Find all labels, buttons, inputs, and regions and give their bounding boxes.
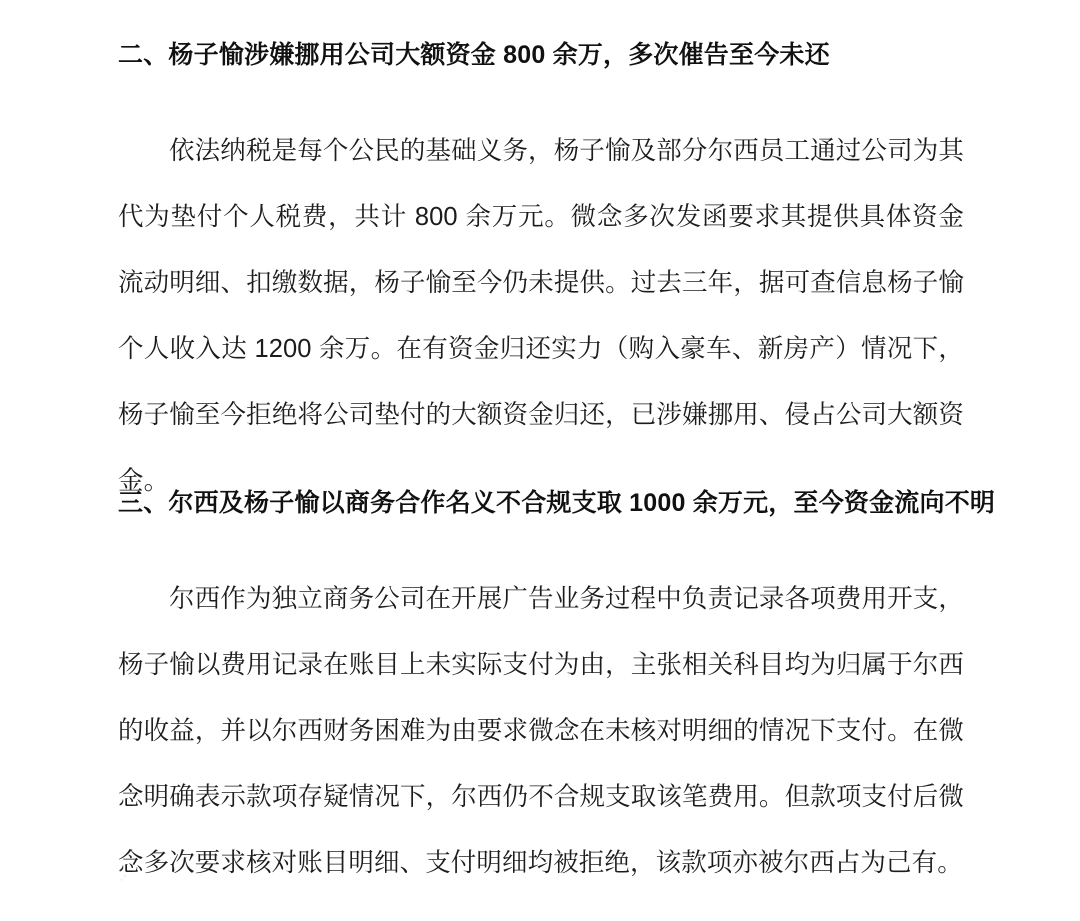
- section-three-body-block: [118, 540, 964, 921]
- section-three-paragraph: 尔西作为独立商务公司在开展广告业务过程中负责记录各项费用开支，杨子愉以费用记录在账目上未实际支付为由，主张相关科目均为归属于尔西的收益，并以尔西财务困难为由要求微念在未核对明细的情况下支付。在微念明确表示款项存疑情况下，尔西仍不合规支取该笔费用。但款项支付后微念多次要求核对账目明细、支付明细均被拒绝，该款项亦被尔西占为己有。: [118, 584, 964, 877]
- section-two-heading-block: [118, 40, 830, 71]
- section-three-heading: 三、尔西及杨子愉以商务合作名义不合规支取 1000 余万元，至今资金流向不明: [118, 489, 996, 517]
- scan-speckle-artifact: [116, 866, 130, 882]
- section-two-heading: 二、杨子愉涉嫌挪用公司大额资金 800 余万，多次催告至今未还: [118, 41, 830, 69]
- section-two-paragraph: 依法纳税是每个公民的基础义务，杨子愉及部分尔西员工通过公司为其代为垫付个人税费，共计 800 余万元。微念多次发函要求其提供具体资金流动明细、扣缴数据，杨子愉至今仍未提供。过去三年，据可查信息杨子愉个人收入达 1200 余万。在有资金归还实力（购入豪车、新房产）情况下，杨子愉至今拒绝将公司垫付的大额资金归还，已涉嫌挪用、侵占公司大额资金。: [118, 136, 964, 495]
- section-two-body-block: [118, 92, 964, 539]
- section-three-heading-block: [118, 488, 995, 519]
